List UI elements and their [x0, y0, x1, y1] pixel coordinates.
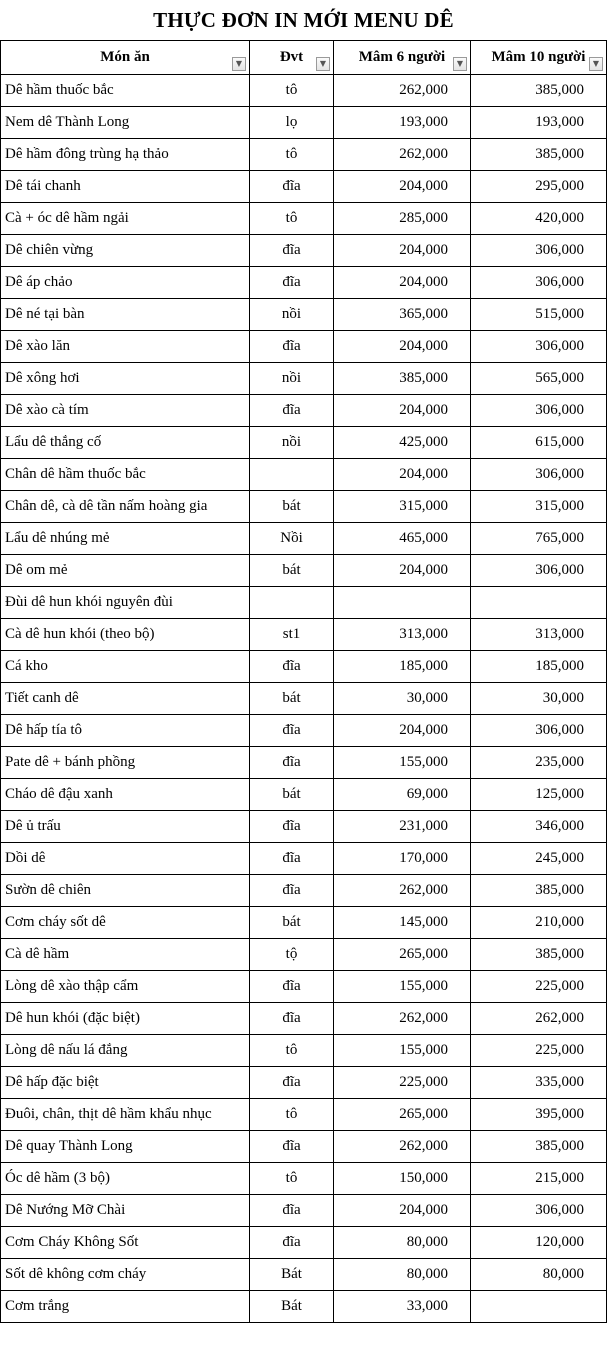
dish-name-cell[interactable]: Óc dê hầm (3 bộ) [1, 1163, 250, 1195]
table-row [1, 523, 607, 555]
unit-cell[interactable]: bát [250, 683, 334, 715]
unit-cell[interactable]: đĩa [250, 971, 334, 1003]
unit-cell[interactable]: tô [250, 203, 334, 235]
price-10-cell[interactable]: 80,000 [471, 1259, 607, 1291]
header-unit-label: Đvt [279, 49, 304, 65]
dish-name-cell[interactable]: Sườn dê chiên [1, 875, 250, 907]
unit-cell[interactable]: bát [250, 491, 334, 523]
price-10-cell[interactable]: 515,000 [471, 299, 607, 331]
menu-body [1, 75, 607, 1323]
table-row [1, 1131, 607, 1163]
price-10-cell[interactable]: 210,000 [471, 907, 607, 939]
price-10-cell[interactable]: 262,000 [471, 1003, 607, 1035]
menu-table [0, 40, 607, 1323]
header-unit [250, 41, 334, 75]
unit-cell[interactable]: tô [250, 75, 334, 107]
price-6-cell[interactable]: 262,000 [334, 139, 471, 171]
dish-name-cell[interactable]: Dê Nướng Mỡ Chài [1, 1195, 250, 1227]
unit-cell[interactable] [250, 587, 334, 619]
dish-name-cell[interactable]: Nem dê Thành Long [1, 107, 250, 139]
table-row [1, 875, 607, 907]
price-10-cell[interactable]: 315,000 [471, 491, 607, 523]
table-row [1, 203, 607, 235]
dish-name-cell[interactable]: Chân dê hầm thuốc bắc [1, 459, 250, 491]
unit-cell[interactable]: đĩa [250, 1227, 334, 1259]
unit-cell[interactable]: đĩa [250, 1067, 334, 1099]
table-row [1, 1003, 607, 1035]
table-row [1, 75, 607, 107]
dropdown-arrow-icon[interactable]: ▼ [453, 57, 467, 71]
unit-cell[interactable]: st1 [250, 619, 334, 651]
unit-cell[interactable]: Bát [250, 1259, 334, 1291]
price-10-cell[interactable]: 385,000 [471, 75, 607, 107]
menu-title: THỰC ĐƠN IN MỚI MENU DÊ [153, 8, 454, 32]
dish-name-cell[interactable]: Dê hầm đông trùng hạ thảo [1, 139, 250, 171]
price-10-cell[interactable]: 306,000 [471, 395, 607, 427]
price-6-cell[interactable]: 262,000 [334, 1003, 471, 1035]
price-10-cell[interactable]: 245,000 [471, 843, 607, 875]
unit-cell[interactable]: bát [250, 907, 334, 939]
price-6-cell[interactable]: 80,000 [334, 1227, 471, 1259]
unit-cell[interactable]: tô [250, 1163, 334, 1195]
price-10-cell[interactable]: 193,000 [471, 107, 607, 139]
unit-cell[interactable]: đĩa [250, 171, 334, 203]
table-row [1, 107, 607, 139]
price-6-cell[interactable]: 33,000 [334, 1291, 471, 1323]
price-6-cell[interactable]: 193,000 [334, 107, 471, 139]
price-10-cell[interactable]: 615,000 [471, 427, 607, 459]
table-row [1, 331, 607, 363]
header-price-10 [471, 41, 607, 75]
price-6-cell[interactable]: 262,000 [334, 875, 471, 907]
price-6-cell[interactable]: 155,000 [334, 1035, 471, 1067]
header-row [1, 41, 607, 75]
price-10-cell[interactable]: 215,000 [471, 1163, 607, 1195]
dish-name-cell[interactable]: Lòng dê nấu lá đắng [1, 1035, 250, 1067]
price-6-cell[interactable]: 204,000 [334, 267, 471, 299]
price-6-cell[interactable]: 313,000 [334, 619, 471, 651]
table-row [1, 363, 607, 395]
unit-cell[interactable]: tô [250, 139, 334, 171]
dish-name-cell[interactable]: Dê áp chảo [1, 267, 250, 299]
price-6-cell[interactable]: 170,000 [334, 843, 471, 875]
table-row [1, 555, 607, 587]
table-row [1, 1067, 607, 1099]
unit-cell[interactable]: đĩa [250, 395, 334, 427]
price-6-cell[interactable]: 204,000 [334, 235, 471, 267]
table-row [1, 843, 607, 875]
header-price-6 [334, 41, 471, 75]
unit-cell[interactable]: đĩa [250, 331, 334, 363]
dish-name-cell[interactable]: Cà + óc dê hầm ngải [1, 203, 250, 235]
table-row [1, 683, 607, 715]
table-row [1, 1291, 607, 1323]
unit-cell[interactable]: nồi [250, 299, 334, 331]
table-row [1, 651, 607, 683]
dish-name-cell[interactable]: Dê xào lăn [1, 331, 250, 363]
table-row [1, 395, 607, 427]
unit-cell[interactable]: tô [250, 1099, 334, 1131]
table-row [1, 1259, 607, 1291]
table-row [1, 715, 607, 747]
price-10-cell[interactable]: 306,000 [471, 1195, 607, 1227]
price-10-cell[interactable]: 225,000 [471, 971, 607, 1003]
price-10-cell[interactable]: 30,000 [471, 683, 607, 715]
price-10-cell[interactable]: 395,000 [471, 1099, 607, 1131]
price-6-cell[interactable] [334, 587, 471, 619]
table-row [1, 1195, 607, 1227]
dish-name-cell[interactable]: Lẩu dê nhúng mẻ [1, 523, 250, 555]
price-6-cell[interactable]: 204,000 [334, 1195, 471, 1227]
table-row [1, 1163, 607, 1195]
unit-cell[interactable]: đĩa [250, 651, 334, 683]
price-10-cell[interactable]: 125,000 [471, 779, 607, 811]
price-6-cell[interactable]: 30,000 [334, 683, 471, 715]
unit-cell[interactable]: bát [250, 779, 334, 811]
price-6-cell[interactable]: 265,000 [334, 1099, 471, 1131]
table-row [1, 235, 607, 267]
header-price-6-label: Mâm 6 người [358, 49, 446, 65]
price-10-cell[interactable]: 225,000 [471, 1035, 607, 1067]
unit-cell[interactable]: nồi [250, 427, 334, 459]
price-6-cell[interactable]: 385,000 [334, 363, 471, 395]
unit-cell[interactable]: Bát [250, 1291, 334, 1323]
dish-name-cell[interactable]: Cà dê hầm [1, 939, 250, 971]
table-row [1, 1227, 607, 1259]
price-10-cell[interactable] [471, 587, 607, 619]
table-row [1, 299, 607, 331]
unit-cell[interactable]: lọ [250, 107, 334, 139]
price-6-cell[interactable]: 155,000 [334, 747, 471, 779]
unit-cell[interactable]: đĩa [250, 267, 334, 299]
unit-cell[interactable]: đĩa [250, 843, 334, 875]
price-6-cell[interactable]: 315,000 [334, 491, 471, 523]
price-6-cell[interactable]: 80,000 [334, 1259, 471, 1291]
dropdown-arrow-icon[interactable]: ▼ [232, 57, 246, 71]
price-6-cell[interactable]: 150,000 [334, 1163, 471, 1195]
price-10-cell[interactable]: 385,000 [471, 875, 607, 907]
table-row [1, 939, 607, 971]
header-price-10-label: Mâm 10 người [491, 49, 586, 65]
table-row [1, 587, 607, 619]
dish-name-cell[interactable]: Cơm trắng [1, 1291, 250, 1323]
price-10-cell[interactable]: 185,000 [471, 651, 607, 683]
table-row [1, 459, 607, 491]
table-row [1, 1099, 607, 1131]
price-10-cell[interactable]: 385,000 [471, 1131, 607, 1163]
price-6-cell[interactable]: 285,000 [334, 203, 471, 235]
price-6-cell[interactable]: 365,000 [334, 299, 471, 331]
price-6-cell[interactable]: 204,000 [334, 459, 471, 491]
price-6-cell[interactable]: 185,000 [334, 651, 471, 683]
table-row [1, 267, 607, 299]
dish-name-cell[interactable]: Dê om mẻ [1, 555, 250, 587]
dish-name-cell[interactable]: Dê né tại bàn [1, 299, 250, 331]
unit-cell[interactable]: nồi [250, 363, 334, 395]
table-row [1, 491, 607, 523]
table-row [1, 1035, 607, 1067]
price-6-cell[interactable]: 262,000 [334, 75, 471, 107]
price-10-cell[interactable]: 235,000 [471, 747, 607, 779]
price-6-cell[interactable]: 145,000 [334, 907, 471, 939]
price-10-cell[interactable]: 306,000 [471, 235, 607, 267]
price-10-cell[interactable]: 295,000 [471, 171, 607, 203]
dish-name-cell[interactable]: Đuôi, chân, thịt dê hầm khẩu nhục [1, 1099, 250, 1131]
table-row [1, 619, 607, 651]
price-6-cell[interactable]: 204,000 [334, 395, 471, 427]
price-10-cell[interactable] [471, 1291, 607, 1323]
unit-cell[interactable]: đĩa [250, 811, 334, 843]
dish-name-cell[interactable]: Cháo dê đậu xanh [1, 779, 250, 811]
unit-cell[interactable]: đĩa [250, 1003, 334, 1035]
dish-name-cell[interactable]: Dê xào cà tím [1, 395, 250, 427]
price-6-cell[interactable]: 155,000 [334, 971, 471, 1003]
price-6-cell[interactable]: 425,000 [334, 427, 471, 459]
dish-name-cell[interactable]: Lòng dê xào thập cẩm [1, 971, 250, 1003]
price-6-cell[interactable]: 231,000 [334, 811, 471, 843]
dish-name-cell[interactable]: Dê xông hơi [1, 363, 250, 395]
price-6-cell[interactable]: 262,000 [334, 1131, 471, 1163]
price-10-cell[interactable]: 565,000 [471, 363, 607, 395]
price-6-cell[interactable]: 225,000 [334, 1067, 471, 1099]
price-10-cell[interactable]: 313,000 [471, 619, 607, 651]
unit-cell[interactable]: đĩa [250, 235, 334, 267]
unit-cell[interactable]: Nồi [250, 523, 334, 555]
price-6-cell[interactable]: 69,000 [334, 779, 471, 811]
header-dish-label: Món ăn [100, 49, 150, 65]
unit-cell[interactable]: đĩa [250, 1131, 334, 1163]
dish-name-cell[interactable]: Chân dê, cà dê tần nấm hoàng gia [1, 491, 250, 523]
price-6-cell[interactable]: 204,000 [334, 171, 471, 203]
unit-cell[interactable]: tộ [250, 939, 334, 971]
price-10-cell[interactable]: 306,000 [471, 555, 607, 587]
price-10-cell[interactable]: 385,000 [471, 139, 607, 171]
table-row [1, 971, 607, 1003]
dish-name-cell[interactable]: Dê hun khói (đặc biệt) [1, 1003, 250, 1035]
unit-cell[interactable]: đĩa [250, 715, 334, 747]
price-6-cell[interactable]: 204,000 [334, 715, 471, 747]
dish-name-cell[interactable]: Cơm cháy sốt dê [1, 907, 250, 939]
table-row [1, 139, 607, 171]
price-10-cell[interactable]: 346,000 [471, 811, 607, 843]
price-6-cell[interactable]: 465,000 [334, 523, 471, 555]
price-10-cell[interactable]: 120,000 [471, 1227, 607, 1259]
price-10-cell[interactable]: 306,000 [471, 331, 607, 363]
table-row [1, 427, 607, 459]
dish-name-cell[interactable]: Dồi dê [1, 843, 250, 875]
dish-name-cell[interactable]: Cà dê hun khói (theo bộ) [1, 619, 250, 651]
dish-name-cell[interactable]: Cơm Cháy Không Sốt [1, 1227, 250, 1259]
unit-cell[interactable] [250, 459, 334, 491]
dropdown-arrow-icon[interactable]: ▼ [316, 57, 330, 71]
price-10-cell[interactable]: 420,000 [471, 203, 607, 235]
unit-cell[interactable]: đĩa [250, 1195, 334, 1227]
price-10-cell[interactable]: 306,000 [471, 715, 607, 747]
table-row [1, 171, 607, 203]
dish-name-cell[interactable]: Dê quay Thành Long [1, 1131, 250, 1163]
dish-name-cell[interactable]: Cá kho [1, 651, 250, 683]
dish-name-cell[interactable]: Tiết canh dê [1, 683, 250, 715]
price-10-cell[interactable]: 335,000 [471, 1067, 607, 1099]
price-10-cell[interactable]: 306,000 [471, 267, 607, 299]
unit-cell[interactable]: tô [250, 1035, 334, 1067]
price-10-cell[interactable]: 765,000 [471, 523, 607, 555]
table-row [1, 779, 607, 811]
table-row [1, 747, 607, 779]
price-10-cell[interactable]: 306,000 [471, 459, 607, 491]
dish-name-cell[interactable]: Dê hấp tía tô [1, 715, 250, 747]
unit-cell[interactable]: đĩa [250, 747, 334, 779]
dish-name-cell[interactable]: Dê chiên vừng [1, 235, 250, 267]
dish-name-cell[interactable]: Sốt dê không cơm cháy [1, 1259, 250, 1291]
price-6-cell[interactable]: 204,000 [334, 555, 471, 587]
header-dish [1, 41, 250, 75]
price-6-cell[interactable]: 265,000 [334, 939, 471, 971]
dish-name-cell[interactable]: Dê hấp đặc biệt [1, 1067, 250, 1099]
dish-name-cell[interactable]: Dê tái chanh [1, 171, 250, 203]
unit-cell[interactable]: đĩa [250, 875, 334, 907]
unit-cell[interactable]: bát [250, 555, 334, 587]
table-row [1, 907, 607, 939]
dish-name-cell[interactable]: Lẩu dê thắng cố [1, 427, 250, 459]
dish-name-cell[interactable]: Đùi dê hun khói nguyên đùi [1, 587, 250, 619]
dropdown-arrow-icon[interactable]: ▼ [589, 57, 603, 71]
table-row [1, 811, 607, 843]
dish-name-cell[interactable]: Dê ủ trấu [1, 811, 250, 843]
dish-name-cell[interactable]: Dê hầm thuốc bắc [1, 75, 250, 107]
dish-name-cell[interactable]: Pate dê + bánh phồng [1, 747, 250, 779]
price-6-cell[interactable]: 204,000 [334, 331, 471, 363]
price-10-cell[interactable]: 385,000 [471, 939, 607, 971]
